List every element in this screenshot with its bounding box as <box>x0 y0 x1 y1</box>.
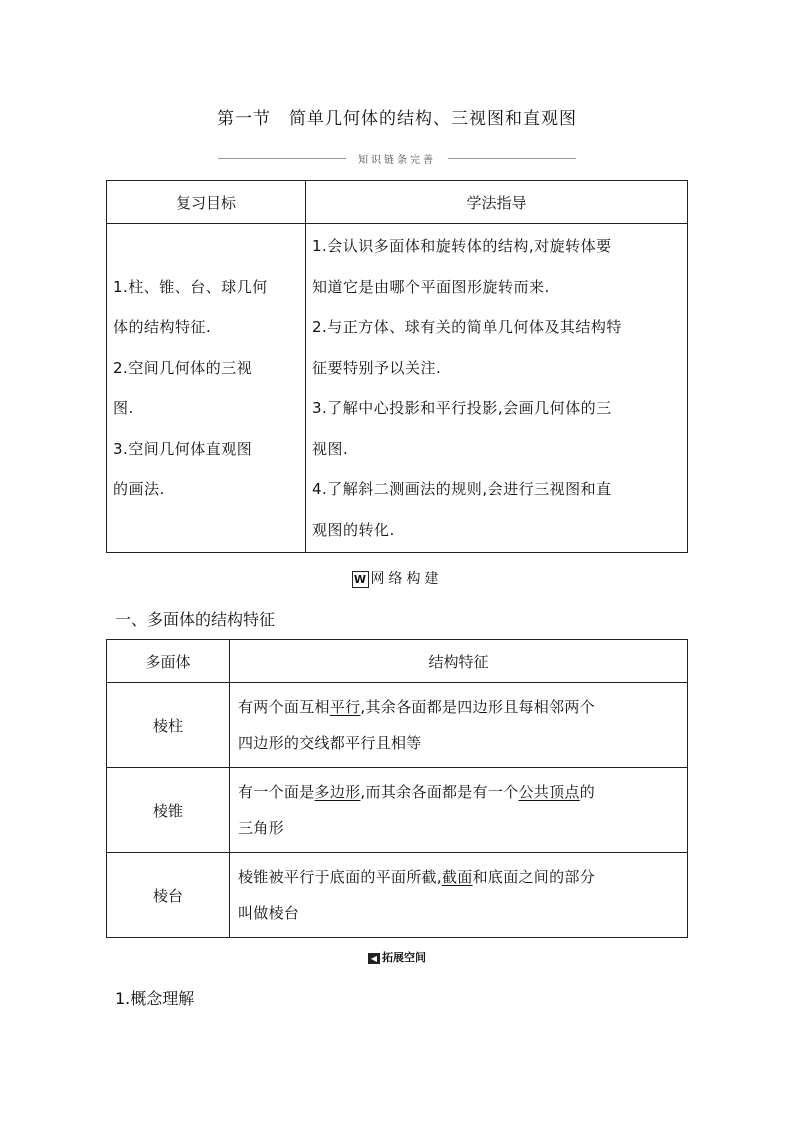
goal-line: 3.空间几何体直观图 <box>113 439 253 458</box>
w-logo-icon: W <box>352 571 369 588</box>
network-heading <box>0 568 794 588</box>
row-feature-frustum <box>230 853 688 938</box>
feature-text: 和底面之间的部分 <box>472 868 595 886</box>
keyword-underlined: 公共顶点 <box>518 783 580 801</box>
study-guidance-cell <box>306 224 688 553</box>
header-polyhedron: 多面体 <box>107 640 230 683</box>
banner-line-left <box>218 158 346 159</box>
feature-text: 叫做棱台 <box>238 904 300 922</box>
header-review-goals: 复习目标 <box>107 181 306 224</box>
feature-text: 有两个面互相 <box>238 698 330 716</box>
guidance-line: 1.会认识多面体和旋转体的结构,对旋转体要 <box>312 237 612 255</box>
network-label: 网络构建 <box>370 571 443 587</box>
goal-line: 体的结构特征. <box>113 318 212 336</box>
goal-line: 图. <box>113 399 134 417</box>
goal-line: 2.空间几何体的三视 <box>113 358 253 377</box>
review-table <box>106 180 688 553</box>
feature-text: ,其余各面都是四边形且每相邻两个 <box>360 698 595 716</box>
feature-text: 有一个面是 <box>238 783 315 801</box>
goal-line: 1.柱、锥、台、球几何 <box>113 277 268 296</box>
section-heading: 一、多面体的结构特征 <box>115 610 276 629</box>
extension-heading <box>0 949 794 965</box>
feature-text: ,而其余各面都是有一个 <box>360 783 519 801</box>
banner-line-right <box>448 158 576 159</box>
row-feature-prism <box>230 683 688 768</box>
feature-text: 四边形的交线都平行且相等 <box>238 734 422 752</box>
goal-line: 的画法. <box>113 480 165 498</box>
guidance-line: 2.与正方体、球有关的简单几何体及其结构特 <box>312 318 622 336</box>
guidance-line: 视图. <box>312 439 349 458</box>
header-structure-features: 结构特征 <box>230 640 688 683</box>
keyword-underlined: 截面 <box>441 868 473 886</box>
guidance-line: 观图的转化. <box>312 520 395 539</box>
guidance-line: 3.了解中心投影和平行投影,会画几何体的三 <box>312 399 612 417</box>
speaker-icon: ◀ <box>368 953 380 964</box>
subsection-heading: 1.概念理解 <box>115 989 195 1008</box>
guidance-line: 4.了解斜二测画法的规则,会进行三视图和直 <box>312 480 612 498</box>
extension-label: 拓展空间 <box>382 951 426 964</box>
keyword-underlined: 多边形 <box>314 783 361 801</box>
row-name-prism: 棱柱 <box>107 683 230 768</box>
header-study-guidance: 学法指导 <box>306 181 688 224</box>
banner-label: 知识链条完善 <box>358 154 436 166</box>
polyhedra-table <box>106 639 688 938</box>
keyword-underlined: 平行 <box>329 698 361 716</box>
row-feature-pyramid <box>230 768 688 853</box>
feature-text: 三角形 <box>238 819 284 837</box>
section-banner <box>218 149 576 167</box>
row-name-frustum: 棱台 <box>107 853 230 938</box>
guidance-line: 征要特别予以关注. <box>312 358 442 377</box>
page-title: 第一节 简单几何体的结构、三视图和直观图 <box>217 109 577 129</box>
review-goals-cell <box>107 224 306 553</box>
guidance-line: 知道它是由哪个平面图形旋转而来. <box>312 277 550 296</box>
feature-text: 棱锥被平行于底面的平面所截, <box>238 868 442 886</box>
row-name-pyramid: 棱锥 <box>107 768 230 853</box>
feature-text: 的 <box>579 783 596 801</box>
